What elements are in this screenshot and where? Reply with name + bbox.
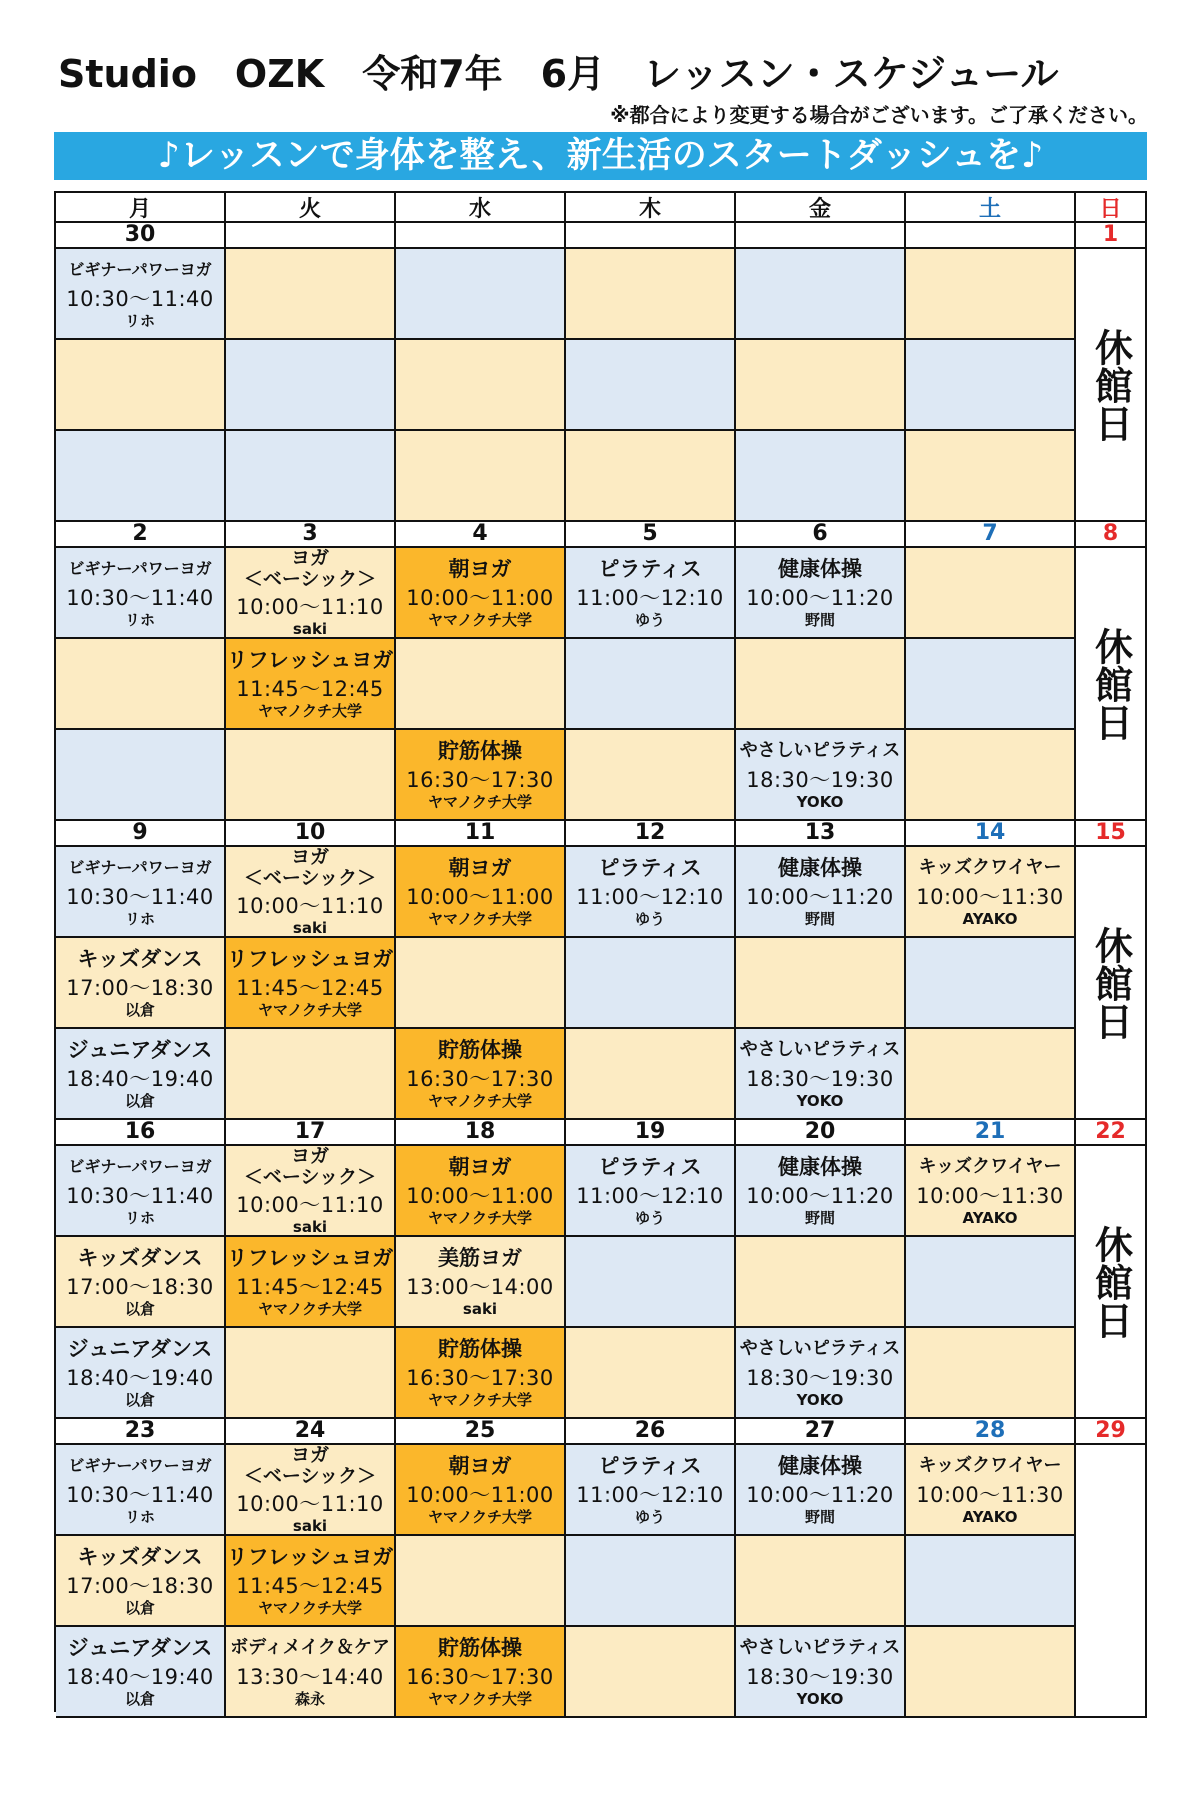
- lesson-instructor: YOKO: [796, 1390, 844, 1409]
- date-cell: 5: [566, 522, 736, 548]
- lesson-time: 10:30〜11:40: [66, 585, 214, 610]
- empty-slot: [736, 1536, 906, 1627]
- lesson-time: 18:40〜19:40: [66, 1365, 214, 1390]
- lesson-instructor: ヤマノクチ大学: [427, 1208, 533, 1227]
- empty-slot: [566, 431, 736, 522]
- date-cell: 13: [736, 821, 906, 847]
- lesson-name: 貯筋体操: [438, 1336, 522, 1361]
- date-cell: 17: [226, 1120, 396, 1146]
- lesson-instructor: saki: [292, 1516, 328, 1535]
- lesson-cell[interactable]: [56, 1328, 226, 1419]
- lesson-name: 健康体操: [778, 556, 862, 581]
- lesson-cell[interactable]: [226, 548, 396, 639]
- closed-label: 休館日: [1088, 327, 1133, 442]
- lesson-time: 16:30〜17:30: [406, 1365, 554, 1390]
- closed-label: 休館日: [1088, 1224, 1133, 1339]
- lesson-cell[interactable]: [56, 1029, 226, 1120]
- lesson-time: 10:00〜11:30: [916, 1183, 1064, 1208]
- lesson-cell[interactable]: [56, 847, 226, 938]
- lesson-cell[interactable]: [56, 548, 226, 639]
- empty-slot: [396, 639, 566, 730]
- lesson-time: 17:00〜18:30: [66, 1573, 214, 1598]
- empty-slot: [56, 431, 226, 522]
- lesson-cell[interactable]: [736, 548, 906, 639]
- lesson-time: 11:00〜12:10: [576, 1183, 724, 1208]
- lesson-time: 18:30〜19:30: [746, 767, 894, 792]
- date-cell: 27: [736, 1419, 906, 1445]
- change-notice: ※都合により変更する場合がございます。ご了承ください。: [610, 103, 1148, 127]
- empty-slot: [226, 1328, 396, 1419]
- lesson-cell[interactable]: [56, 1146, 226, 1237]
- lesson-time: 10:00〜11:10: [236, 1192, 384, 1217]
- closed-day-cell: [1076, 548, 1147, 821]
- empty-slot: [396, 249, 566, 340]
- lesson-cell[interactable]: [396, 730, 566, 821]
- date-cell: 28: [906, 1419, 1076, 1445]
- empty-slot: [396, 340, 566, 431]
- lesson-cell[interactable]: [906, 1146, 1076, 1237]
- lesson-cell[interactable]: [226, 1536, 396, 1627]
- lesson-name: 朝ヨガ: [448, 855, 512, 880]
- lesson-instructor: ヤマノクチ大学: [257, 1000, 363, 1019]
- empty-slot: [736, 938, 906, 1029]
- lesson-name: ヨガ ＜ベーシック＞: [243, 847, 377, 889]
- lesson-name: ピラティス: [598, 855, 702, 880]
- lesson-instructor: ヤマノクチ大学: [427, 1689, 533, 1708]
- lesson-name: 貯筋体操: [438, 738, 522, 763]
- date-cell: 3: [226, 522, 396, 548]
- lesson-cell[interactable]: [396, 1328, 566, 1419]
- empty-slot: [736, 1237, 906, 1328]
- lesson-cell[interactable]: [396, 548, 566, 639]
- lesson-time: 10:30〜11:40: [66, 884, 214, 909]
- empty-slot: [56, 639, 226, 730]
- empty-slot: [226, 249, 396, 340]
- lesson-instructor: ゆう: [634, 909, 665, 928]
- date-cell: 11: [396, 821, 566, 847]
- lesson-name: ビギナーパワーヨガ: [68, 259, 212, 279]
- lesson-time: 10:00〜11:10: [236, 1491, 384, 1516]
- lesson-instructor: 野間: [804, 1208, 835, 1227]
- lesson-time: 10:00〜11:20: [746, 1482, 894, 1507]
- date-cell: 30: [56, 223, 226, 249]
- lesson-cell[interactable]: [226, 1146, 396, 1237]
- lesson-time: 10:00〜11:30: [916, 884, 1064, 909]
- lesson-cell[interactable]: [566, 1445, 736, 1536]
- lesson-name: キッズクワイヤー: [918, 1454, 1062, 1476]
- lesson-name: 健康体操: [778, 855, 862, 880]
- lesson-time: 13:00〜14:00: [406, 1274, 554, 1299]
- lesson-instructor: AYAKO: [962, 909, 1018, 928]
- closed-day-cell: [1076, 249, 1147, 522]
- empty-slot: [736, 340, 906, 431]
- empty-slot: [396, 1536, 566, 1627]
- lesson-name: 貯筋体操: [438, 1037, 522, 1062]
- lesson-name: 健康体操: [778, 1453, 862, 1478]
- lesson-time: 16:30〜17:30: [406, 1664, 554, 1689]
- lesson-instructor: ヤマノクチ大学: [427, 1507, 533, 1526]
- lesson-name: ジュニアダンス: [67, 1635, 213, 1660]
- lesson-instructor: ヤマノクチ大学: [257, 1598, 363, 1617]
- lesson-name: キッズクワイヤー: [918, 1155, 1062, 1177]
- lesson-cell[interactable]: [56, 1237, 226, 1328]
- empty-slot: [566, 730, 736, 821]
- lesson-cell[interactable]: [226, 847, 396, 938]
- closed-day-cell: [1076, 847, 1147, 1120]
- lesson-instructor: ヤマノクチ大学: [257, 1299, 363, 1318]
- lesson-time: 10:00〜11:10: [236, 594, 384, 619]
- lesson-time: 10:00〜11:00: [406, 1183, 554, 1208]
- lesson-instructor: リホ: [124, 909, 155, 928]
- date-cell: 4: [396, 522, 566, 548]
- lesson-time: 13:30〜14:40: [236, 1664, 384, 1689]
- lesson-instructor: YOKO: [796, 792, 844, 811]
- page-title: Studio OZK 令和7年 6月 レッスン・スケジュール: [58, 52, 1059, 96]
- lesson-instructor: リホ: [124, 1507, 155, 1526]
- empty-slot: [906, 1627, 1076, 1718]
- lesson-cell[interactable]: [396, 1237, 566, 1328]
- lesson-instructor: リホ: [124, 311, 155, 330]
- lesson-cell[interactable]: [566, 548, 736, 639]
- lesson-name: 朝ヨガ: [448, 556, 512, 581]
- lesson-instructor: ヤマノクチ大学: [427, 909, 533, 928]
- lesson-cell[interactable]: [226, 938, 396, 1029]
- empty-slot: [396, 938, 566, 1029]
- lesson-instructor: 森永: [294, 1689, 325, 1708]
- empty-slot: [566, 1536, 736, 1627]
- date-cell: 6: [736, 522, 906, 548]
- lesson-cell[interactable]: [736, 730, 906, 821]
- lesson-instructor: saki: [292, 1217, 328, 1236]
- lesson-time: 10:00〜11:20: [746, 884, 894, 909]
- lesson-cell[interactable]: [736, 1445, 906, 1536]
- empty-slot: [566, 1627, 736, 1718]
- lesson-name: キッズダンス: [77, 1245, 203, 1270]
- lesson-time: 10:00〜11:00: [406, 884, 554, 909]
- empty-slot: [396, 431, 566, 522]
- date-cell: [396, 223, 566, 249]
- lesson-instructor: リホ: [124, 610, 155, 629]
- weekday-header: 木: [566, 193, 736, 223]
- empty-slot: [566, 249, 736, 340]
- lesson-instructor: ヤマノクチ大学: [427, 1390, 533, 1409]
- empty-slot: [226, 431, 396, 522]
- date-cell: 26: [566, 1419, 736, 1445]
- lesson-name: ピラティス: [598, 1154, 702, 1179]
- date-cell: 2: [56, 522, 226, 548]
- date-cell: 1: [1076, 223, 1147, 249]
- lesson-time: 10:00〜11:00: [406, 585, 554, 610]
- lesson-cell[interactable]: [56, 249, 226, 340]
- lesson-name: ジュニアダンス: [67, 1336, 213, 1361]
- lesson-name: ビギナーパワーヨガ: [68, 558, 212, 578]
- lesson-time: 10:30〜11:40: [66, 286, 214, 311]
- date-cell: 18: [396, 1120, 566, 1146]
- lesson-time: 11:45〜12:45: [236, 676, 384, 701]
- lesson-instructor: 以倉: [124, 1299, 155, 1318]
- lesson-time: 16:30〜17:30: [406, 1066, 554, 1091]
- lesson-cell[interactable]: [396, 1029, 566, 1120]
- weekday-header: 土: [906, 193, 1076, 223]
- lesson-name: ピラティス: [598, 556, 702, 581]
- empty-slot: [566, 938, 736, 1029]
- empty-slot: [226, 340, 396, 431]
- empty-slot: [226, 1029, 396, 1120]
- lesson-instructor: AYAKO: [962, 1208, 1018, 1227]
- empty-slot: [56, 340, 226, 431]
- lesson-name: 朝ヨガ: [448, 1453, 512, 1478]
- lesson-cell[interactable]: [56, 1627, 226, 1718]
- lesson-time: 17:00〜18:30: [66, 975, 214, 1000]
- date-cell: 12: [566, 821, 736, 847]
- date-cell: [566, 223, 736, 249]
- date-cell: 14: [906, 821, 1076, 847]
- lesson-name: ビギナーパワーヨガ: [68, 857, 212, 877]
- lesson-name: ジュニアダンス: [67, 1037, 213, 1062]
- date-cell: 22: [1076, 1120, 1147, 1146]
- lesson-instructor: ゆう: [634, 1507, 665, 1526]
- lesson-instructor: ゆう: [634, 610, 665, 629]
- lesson-name: ビギナーパワーヨガ: [68, 1455, 212, 1475]
- lesson-instructor: ヤマノクチ大学: [427, 1091, 533, 1110]
- lesson-time: 11:00〜12:10: [576, 1482, 724, 1507]
- empty-slot: [906, 1029, 1076, 1120]
- empty-slot: [906, 639, 1076, 730]
- lesson-name: キッズクワイヤー: [918, 856, 1062, 878]
- lesson-time: 11:45〜12:45: [236, 975, 384, 1000]
- promo-banner: ♪レッスンで身体を整え、新生活のスタートダッシュを♪: [54, 132, 1147, 180]
- empty-slot: [906, 938, 1076, 1029]
- lesson-cell[interactable]: [736, 1627, 906, 1718]
- lesson-instructor: YOKO: [796, 1091, 844, 1110]
- lesson-cell[interactable]: [56, 938, 226, 1029]
- lesson-cell[interactable]: [396, 847, 566, 938]
- empty-slot: [566, 1328, 736, 1419]
- lesson-cell[interactable]: [396, 1146, 566, 1237]
- date-cell: 7: [906, 522, 1076, 548]
- empty-slot: [736, 639, 906, 730]
- lesson-cell[interactable]: [736, 847, 906, 938]
- lesson-time: 10:00〜11:20: [746, 585, 894, 610]
- empty-slot: [736, 249, 906, 340]
- lesson-cell[interactable]: [56, 1445, 226, 1536]
- lesson-time: 10:00〜11:10: [236, 893, 384, 918]
- date-cell: 20: [736, 1120, 906, 1146]
- lesson-time: 11:00〜12:10: [576, 884, 724, 909]
- lesson-name: リフレッシュヨガ: [226, 647, 394, 672]
- date-cell: 29: [1076, 1419, 1147, 1445]
- lesson-cell[interactable]: [396, 1445, 566, 1536]
- lesson-instructor: ヤマノクチ大学: [427, 792, 533, 811]
- empty-slot: [566, 340, 736, 431]
- weekday-header: 火: [226, 193, 396, 223]
- lesson-cell[interactable]: [226, 639, 396, 730]
- lesson-name: ピラティス: [598, 1453, 702, 1478]
- date-cell: 15: [1076, 821, 1147, 847]
- lesson-name: キッズダンス: [77, 946, 203, 971]
- date-cell: [736, 223, 906, 249]
- empty-slot: [906, 1536, 1076, 1627]
- lesson-cell[interactable]: [226, 1237, 396, 1328]
- lesson-name: やさしいピラティス: [739, 1337, 901, 1359]
- lesson-instructor: AYAKO: [962, 1507, 1018, 1526]
- weekday-header: 日: [1076, 193, 1147, 223]
- lesson-name: 健康体操: [778, 1154, 862, 1179]
- lesson-time: 17:00〜18:30: [66, 1274, 214, 1299]
- date-cell: 19: [566, 1120, 736, 1146]
- empty-slot: [566, 1029, 736, 1120]
- lesson-name: リフレッシュヨガ: [226, 1544, 394, 1569]
- lesson-instructor: saki: [292, 619, 328, 638]
- empty-slot: [56, 730, 226, 821]
- lesson-instructor: ヤマノクチ大学: [427, 610, 533, 629]
- lesson-instructor: 野間: [804, 909, 835, 928]
- closed-label: 休館日: [1088, 626, 1133, 741]
- lesson-time: 18:30〜19:30: [746, 1365, 894, 1390]
- lesson-time: 11:45〜12:45: [236, 1274, 384, 1299]
- lesson-instructor: 野間: [804, 610, 835, 629]
- lesson-name: ヨガ ＜ベーシック＞: [243, 1445, 377, 1487]
- lesson-name: やさしいピラティス: [739, 1636, 901, 1658]
- lesson-time: 18:40〜19:40: [66, 1664, 214, 1689]
- lesson-name: 美筋ヨガ: [438, 1245, 522, 1270]
- lesson-instructor: saki: [292, 918, 328, 937]
- empty-slot: [566, 1237, 736, 1328]
- lesson-time: 16:30〜17:30: [406, 767, 554, 792]
- lesson-instructor: saki: [462, 1299, 498, 1318]
- date-cell: 8: [1076, 522, 1147, 548]
- lesson-instructor: 以倉: [124, 1000, 155, 1019]
- lesson-instructor: ヤマノクチ大学: [257, 701, 363, 720]
- empty-slot: [906, 249, 1076, 340]
- lesson-instructor: 以倉: [124, 1598, 155, 1617]
- weekday-header: 月: [56, 193, 226, 223]
- closed-label: 休館日: [1088, 925, 1133, 1040]
- lesson-cell[interactable]: [226, 1445, 396, 1536]
- lesson-instructor: ゆう: [634, 1208, 665, 1227]
- lesson-instructor: 野間: [804, 1507, 835, 1526]
- date-cell: 23: [56, 1419, 226, 1445]
- date-cell: 16: [56, 1120, 226, 1146]
- lesson-cell[interactable]: [226, 1627, 396, 1718]
- lesson-instructor: 以倉: [124, 1091, 155, 1110]
- date-cell: 21: [906, 1120, 1076, 1146]
- lesson-name: リフレッシュヨガ: [226, 1245, 394, 1270]
- lesson-time: 18:30〜19:30: [746, 1066, 894, 1091]
- lesson-cell[interactable]: [736, 1029, 906, 1120]
- empty-slot: [226, 730, 396, 821]
- lesson-name: ビギナーパワーヨガ: [68, 1156, 212, 1176]
- empty-slot: [906, 1237, 1076, 1328]
- lesson-time: 10:30〜11:40: [66, 1183, 214, 1208]
- empty-slot: [736, 431, 906, 522]
- lesson-name: ボディメイク＆ケア: [230, 1636, 390, 1658]
- date-cell: 10: [226, 821, 396, 847]
- lesson-name: やさしいピラティス: [739, 1038, 901, 1060]
- lesson-cell[interactable]: [906, 1445, 1076, 1536]
- lesson-instructor: 以倉: [124, 1689, 155, 1708]
- empty-slot: [906, 730, 1076, 821]
- lesson-time: 10:00〜11:00: [406, 1482, 554, 1507]
- lesson-name: 朝ヨガ: [448, 1154, 512, 1179]
- lesson-cell[interactable]: [736, 1328, 906, 1419]
- lesson-name: 貯筋体操: [438, 1635, 522, 1660]
- lesson-time: 10:00〜11:30: [916, 1482, 1064, 1507]
- date-cell: [226, 223, 396, 249]
- lesson-cell[interactable]: [736, 1146, 906, 1237]
- empty-slot: [906, 340, 1076, 431]
- lesson-cell[interactable]: [566, 1146, 736, 1237]
- schedule-table-wrapper: [54, 191, 1147, 1712]
- lesson-cell[interactable]: [566, 847, 736, 938]
- closed-day-cell: [1076, 1146, 1147, 1419]
- lesson-instructor: YOKO: [796, 1689, 844, 1708]
- empty-slot: [906, 1328, 1076, 1419]
- lesson-instructor: リホ: [124, 1208, 155, 1227]
- weekday-header: 金: [736, 193, 906, 223]
- lesson-time: 10:30〜11:40: [66, 1482, 214, 1507]
- date-cell: 25: [396, 1419, 566, 1445]
- empty-slot: [906, 431, 1076, 522]
- lesson-time: 18:40〜19:40: [66, 1066, 214, 1091]
- lesson-time: 11:45〜12:45: [236, 1573, 384, 1598]
- date-cell: 24: [226, 1419, 396, 1445]
- lesson-name: やさしいピラティス: [739, 739, 901, 761]
- schedule-table: [54, 191, 1147, 1712]
- empty-slot: [566, 639, 736, 730]
- lesson-time: 11:00〜12:10: [576, 585, 724, 610]
- date-cell: 9: [56, 821, 226, 847]
- lesson-cell[interactable]: [396, 1627, 566, 1718]
- lesson-cell[interactable]: [56, 1536, 226, 1627]
- date-cell: [906, 223, 1076, 249]
- sunday-empty-cell: [1076, 1445, 1147, 1718]
- empty-slot: [906, 548, 1076, 639]
- lesson-time: 18:30〜19:30: [746, 1664, 894, 1689]
- weekday-header: 水: [396, 193, 566, 223]
- lesson-name: リフレッシュヨガ: [226, 946, 394, 971]
- lesson-name: ヨガ ＜ベーシック＞: [243, 548, 377, 590]
- lesson-name: キッズダンス: [77, 1544, 203, 1569]
- lesson-time: 10:00〜11:20: [746, 1183, 894, 1208]
- lesson-instructor: 以倉: [124, 1390, 155, 1409]
- lesson-cell[interactable]: [906, 847, 1076, 938]
- lesson-name: ヨガ ＜ベーシック＞: [243, 1146, 377, 1188]
